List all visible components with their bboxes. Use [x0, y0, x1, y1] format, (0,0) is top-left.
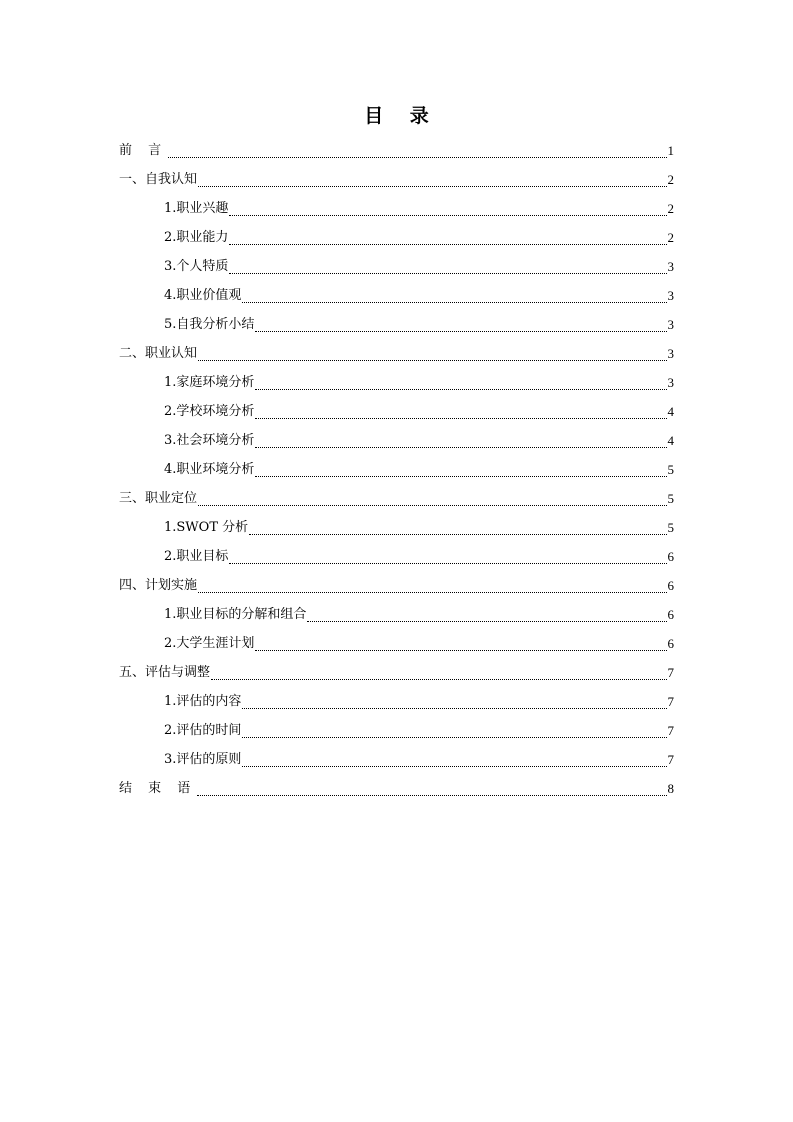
toc-entry[interactable]: [119, 629, 674, 658]
toc-entry[interactable]: [119, 571, 674, 600]
toc-dot-leader: [211, 659, 666, 680]
toc-entry-page-number: 6: [667, 636, 674, 651]
toc-dot-leader: [255, 427, 666, 448]
toc-entry-page-number: 2: [667, 201, 674, 216]
toc-entry-label: 4.职业价值观: [164, 288, 242, 303]
toc-entry[interactable]: [119, 281, 674, 310]
toc-entry-label: 2.大学生涯计划: [164, 636, 255, 651]
toc-entry[interactable]: [119, 600, 674, 629]
toc-entry[interactable]: [119, 368, 674, 397]
toc-entry-label: 一、自我认知: [119, 172, 198, 187]
toc-entry-label: 5.自我分析小结: [164, 317, 255, 332]
toc-entry[interactable]: [119, 774, 674, 803]
toc-dot-leader: [255, 630, 666, 651]
toc-entry[interactable]: [119, 658, 674, 687]
toc-entry[interactable]: [119, 426, 674, 455]
toc-dot-leader: [198, 340, 666, 361]
toc-entry-page-number: 6: [667, 578, 674, 593]
toc-dot-leader: [249, 514, 666, 535]
toc-entry-page-number: 7: [667, 665, 674, 680]
toc-entry-label: 2.评估的时间: [164, 723, 242, 738]
toc-entry-label: 结 束 语: [119, 781, 197, 796]
toc-entry-page-number: 6: [667, 549, 674, 564]
toc-entry[interactable]: [119, 397, 674, 426]
toc-entry[interactable]: [119, 513, 674, 542]
toc-dot-leader: [255, 311, 666, 332]
toc-entry-label: 4.职业环境分析: [164, 462, 255, 477]
toc-list: [119, 136, 674, 803]
toc-entry-label: 前 言: [119, 143, 168, 158]
toc-entry[interactable]: [119, 455, 674, 484]
toc-dot-leader: [229, 224, 666, 245]
toc-entry-label: 2.职业目标: [164, 549, 229, 564]
toc-dot-leader: [229, 253, 666, 274]
toc-entry[interactable]: [119, 716, 674, 745]
toc-dot-leader: [255, 369, 666, 390]
toc-dot-leader: [242, 688, 666, 709]
toc-entry-label: 3.评估的原则: [164, 752, 242, 767]
toc-entry[interactable]: [119, 310, 674, 339]
toc-entry-page-number: 4: [667, 404, 674, 419]
toc-entry-page-number: 3: [667, 259, 674, 274]
toc-entry[interactable]: [119, 687, 674, 716]
toc-entry-label: 1.家庭环境分析: [164, 375, 255, 390]
toc-entry-page-number: 3: [667, 346, 674, 361]
toc-dot-leader: [198, 166, 666, 187]
toc-entry-page-number: 1: [667, 143, 674, 158]
toc-entry-page-number: 3: [667, 317, 674, 332]
toc-entry-label: 1.职业兴趣: [164, 201, 229, 216]
toc-entry-label: 2.职业能力: [164, 230, 229, 245]
toc-entry-page-number: 2: [667, 230, 674, 245]
toc-entry-page-number: 8: [667, 781, 674, 796]
toc-entry-page-number: 4: [667, 433, 674, 448]
toc-entry-label: 五、评估与调整: [119, 665, 211, 680]
toc-entry-label: 二、职业认知: [119, 346, 198, 361]
toc-entry[interactable]: [119, 339, 674, 368]
toc-dot-leader: [197, 775, 666, 796]
toc-dot-leader: [242, 746, 666, 767]
toc-entry[interactable]: [119, 542, 674, 571]
toc-entry-page-number: 5: [667, 520, 674, 535]
toc-entry[interactable]: [119, 165, 674, 194]
toc-dot-leader: [242, 717, 666, 738]
toc-entry-page-number: 3: [667, 375, 674, 390]
toc-dot-leader: [255, 398, 666, 419]
toc-entry-label: 1.SWOT 分析: [164, 520, 249, 535]
toc-entry-label: 1.评估的内容: [164, 694, 242, 709]
toc-entry-page-number: 7: [667, 723, 674, 738]
toc-entry[interactable]: [119, 745, 674, 774]
toc-entry-page-number: 7: [667, 752, 674, 767]
toc-dot-leader: [229, 543, 666, 564]
toc-entry-label: 3.个人特质: [164, 259, 229, 274]
toc-dot-leader: [255, 456, 666, 477]
toc-entry-label: 三、职业定位: [119, 491, 198, 506]
toc-entry-label: 四、计划实施: [119, 578, 198, 593]
toc-entry-label: 2.学校环境分析: [164, 404, 255, 419]
toc-entry[interactable]: [119, 484, 674, 513]
toc-entry-page-number: 7: [667, 694, 674, 709]
toc-dot-leader: [242, 282, 666, 303]
toc-entry[interactable]: [119, 252, 674, 281]
toc-entry[interactable]: [119, 194, 674, 223]
toc-title: 目 录: [364, 105, 439, 127]
toc-entry-page-number: 5: [667, 462, 674, 477]
toc-dot-leader: [229, 195, 666, 216]
toc-dot-leader: [198, 485, 666, 506]
toc-entry-page-number: 6: [667, 607, 674, 622]
toc-dot-leader: [168, 137, 666, 158]
toc-entry-page-number: 2: [667, 172, 674, 187]
toc-dot-leader: [198, 572, 666, 593]
toc-entry-page-number: 5: [667, 491, 674, 506]
toc-entry-page-number: 3: [667, 288, 674, 303]
toc-entry[interactable]: [119, 136, 674, 165]
toc-entry[interactable]: [119, 223, 674, 252]
toc-dot-leader: [307, 601, 666, 622]
toc-entry-label: 1.职业目标的分解和组合: [164, 607, 307, 622]
toc-entry-label: 3.社会环境分析: [164, 433, 255, 448]
